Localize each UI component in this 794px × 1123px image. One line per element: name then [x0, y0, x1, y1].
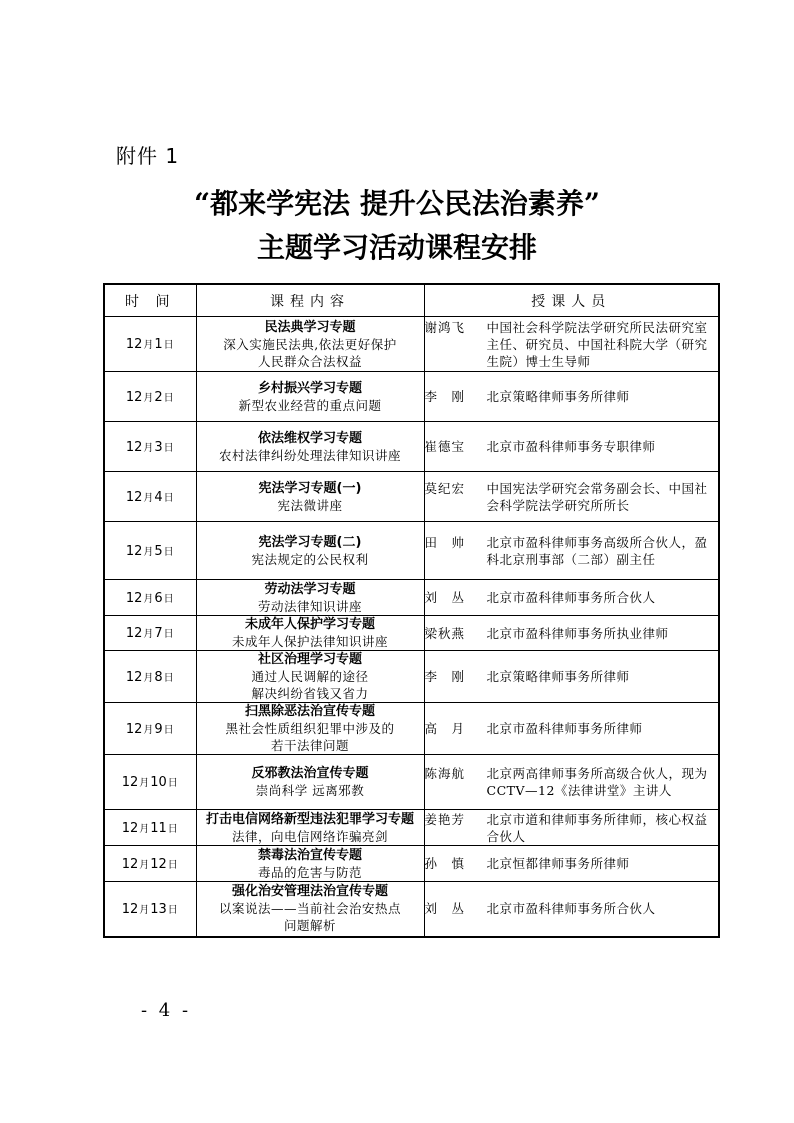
course-title: 强化治安管理法治宣传专题 — [231, 884, 388, 900]
date-day: 11 — [150, 820, 167, 836]
course-title: 依法维权学习专题 — [257, 430, 362, 446]
course-description: 通过人民调解的途径 — [251, 669, 369, 684]
date-month: 12 — [121, 856, 139, 872]
course-title: 社区治理学习专题 — [257, 652, 362, 667]
teacher-name: 姜艳芳 — [424, 811, 466, 827]
table-row — [104, 372, 719, 422]
course-description: 毒品的危害与防范 — [257, 864, 362, 880]
header-teacher: 授课人员 — [424, 284, 719, 317]
date-month-unit: 月 — [139, 823, 150, 835]
teacher-bio: 北京策略律师事务所律师 — [486, 669, 630, 684]
teacher-name: 李 刚 — [424, 389, 466, 404]
date-day-unit: 日 — [163, 724, 174, 736]
course-title: 宪法学习专题(一) — [258, 480, 362, 496]
row-date — [104, 703, 196, 755]
teacher-bio: 北京市道和律师事务所律师，核心权益合伙人 — [486, 811, 708, 844]
date-month: 12 — [125, 626, 143, 641]
date-day-unit: 日 — [163, 492, 174, 504]
date-day: 13 — [150, 901, 167, 917]
teacher-bio: 北京两高律师事务所高级合伙人，现为 CCTV—12《法律讲堂》主讲人 — [486, 766, 708, 798]
row-course — [196, 810, 424, 846]
date-month-unit: 月 — [143, 724, 154, 736]
date-day: 12 — [150, 856, 167, 872]
row-course — [196, 317, 424, 372]
row-teacher — [424, 703, 719, 755]
course-description: 宪法规定的公民权利 — [251, 551, 369, 567]
teacher-name: 孙 慎 — [424, 856, 466, 871]
table-header-row — [104, 284, 719, 317]
date-day: 5 — [154, 543, 163, 559]
teacher-name: 谢鸿飞 — [424, 319, 466, 335]
date-day-unit: 日 — [163, 672, 174, 684]
table-row — [104, 755, 719, 810]
date-day: 8 — [154, 669, 163, 685]
table-row — [104, 422, 719, 472]
course-description: 宪法微讲座 — [277, 497, 343, 513]
row-teacher — [424, 810, 719, 846]
teacher-bio: 北京市盈科律师事务高级所合伙人，盈科北京刑事部（二部）副主任 — [486, 534, 708, 567]
date-month-unit: 月 — [143, 546, 154, 558]
teacher-name: 崔德宝 — [424, 439, 466, 454]
row-date — [104, 846, 196, 882]
date-day: 3 — [154, 439, 163, 455]
course-title: 未成年人保护学习专题 — [244, 617, 375, 632]
row-teacher — [424, 580, 719, 616]
course-description: 以案说法——当前社会治安热点 — [218, 901, 401, 917]
course-description: 解决纠纷省钱又省力 — [251, 686, 369, 701]
date-month: 12 — [125, 389, 143, 405]
date-month: 12 — [121, 820, 139, 836]
course-description: 农村法律纠纷处理法律知识讲座 — [218, 447, 401, 463]
course-title: 宪法学习专题(二) — [258, 534, 362, 550]
teacher-bio: 北京市盈科律师事务所合伙人 — [486, 590, 656, 605]
date-day: 2 — [154, 389, 163, 405]
row-teacher — [424, 472, 719, 522]
course-description: 黑社会性质组织犯罪中涉及的 — [225, 721, 395, 736]
row-teacher — [424, 317, 719, 372]
course-description: 未成年人保护法律知识讲座 — [231, 634, 388, 649]
course-title: 打击电信网络新型违法犯罪学习专题 — [205, 811, 414, 827]
course-title: 乡村振兴学习专题 — [257, 380, 362, 396]
teacher-name: 田 帅 — [424, 534, 466, 550]
course-title: 禁毒法治宣传专题 — [257, 847, 362, 863]
table-row — [104, 846, 719, 882]
teacher-bio: 北京市盈科律师事务所合伙人 — [486, 901, 656, 917]
table-row — [104, 882, 719, 937]
row-course — [196, 846, 424, 882]
course-title: 反邪教法治宣传专题 — [251, 766, 369, 781]
teacher-name: 莫纪宏 — [424, 480, 466, 496]
row-course — [196, 882, 424, 937]
table-row — [104, 317, 719, 372]
row-course — [196, 422, 424, 472]
teacher-name: 刘 丛 — [424, 590, 466, 605]
date-month-unit: 月 — [139, 859, 150, 871]
teacher-bio: 北京市盈科律师事务所执业律师 — [486, 625, 669, 641]
row-course — [196, 755, 424, 810]
page-number: - 4 - — [141, 1000, 192, 1021]
course-description: 问题解析 — [283, 918, 336, 934]
attachment-label: 附件 1 — [116, 144, 180, 168]
date-day-unit: 日 — [163, 629, 174, 640]
course-description: 法律，向电信网络诈骗亮剑 — [231, 828, 388, 844]
date-month-unit: 月 — [143, 340, 154, 351]
row-date — [104, 317, 196, 372]
date-month-unit: 月 — [139, 778, 150, 789]
date-month-unit: 月 — [143, 629, 154, 640]
teacher-bio: 中国社会科学院法学研究所民法研究室主任、研究员、中国社科院大学（研究生院）博士生导师 — [486, 319, 708, 369]
date-month: 12 — [121, 901, 139, 917]
date-month-unit: 月 — [143, 593, 154, 605]
row-course — [196, 616, 424, 651]
teacher-bio: 北京市盈科律师事务所律师 — [486, 721, 643, 736]
date-day-unit: 日 — [167, 823, 178, 835]
row-date — [104, 372, 196, 422]
date-month: 12 — [121, 775, 139, 790]
date-day-unit: 日 — [163, 593, 174, 605]
teacher-bio: 北京恒都律师事务所律师 — [486, 856, 630, 871]
row-teacher — [424, 846, 719, 882]
teacher-name: 刘 丛 — [424, 901, 466, 917]
date-month-unit: 月 — [143, 672, 154, 684]
table-row — [104, 472, 719, 522]
header-time: 时 间 — [104, 284, 196, 317]
row-teacher — [424, 755, 719, 810]
row-teacher — [424, 882, 719, 937]
course-description: 劳动法律知识讲座 — [257, 598, 362, 614]
date-day: 4 — [154, 489, 163, 505]
table-row — [104, 580, 719, 616]
row-course — [196, 372, 424, 422]
teacher-bio: 北京策略律师事务所律师 — [486, 389, 630, 404]
schedule-table — [103, 283, 720, 938]
date-month: 12 — [125, 439, 143, 455]
date-month: 12 — [125, 489, 143, 505]
teacher-bio: 北京市盈科律师事务专职律师 — [486, 439, 656, 454]
course-description: 新型农业经营的重点问题 — [238, 397, 382, 413]
table-row — [104, 703, 719, 755]
teacher-name: 高 月 — [424, 721, 466, 736]
date-month-unit: 月 — [143, 442, 154, 454]
table-row — [104, 522, 719, 580]
teacher-name: 陈海航 — [424, 766, 466, 781]
date-month: 12 — [125, 590, 143, 606]
course-title: 扫黑除恶法治宣传专题 — [244, 704, 375, 719]
date-month: 12 — [125, 543, 143, 559]
date-day-unit: 日 — [163, 442, 174, 454]
row-course — [196, 580, 424, 616]
course-description: 崇尚科学 远离邪教 — [255, 783, 365, 798]
date-day: 6 — [154, 590, 163, 606]
row-teacher — [424, 616, 719, 651]
row-date — [104, 616, 196, 651]
row-date — [104, 472, 196, 522]
table-row — [104, 651, 719, 703]
course-title: 劳动法学习专题 — [264, 581, 356, 597]
date-day: 9 — [154, 721, 163, 737]
row-course — [196, 703, 424, 755]
date-month: 12 — [125, 337, 143, 352]
course-title: 民法典学习专题 — [264, 319, 356, 335]
row-date — [104, 580, 196, 616]
table-row — [104, 616, 719, 651]
document-title-line-2: 主题学习活动课程安排 — [256, 231, 537, 264]
teacher-bio: 中国宪法学研究会常务副会长、中国社会科学院法学研究所所长 — [486, 480, 708, 513]
row-teacher — [424, 651, 719, 703]
row-teacher — [424, 372, 719, 422]
date-day-unit: 日 — [163, 392, 174, 404]
date-day-unit: 日 — [163, 546, 174, 558]
teacher-name: 梁秋燕 — [424, 625, 466, 641]
row-teacher — [424, 422, 719, 472]
header-course: 课程内容 — [196, 284, 424, 317]
date-month-unit: 月 — [143, 392, 154, 404]
schedule-body — [104, 317, 719, 937]
date-day-unit: 日 — [167, 859, 178, 871]
row-date — [104, 755, 196, 810]
row-date — [104, 810, 196, 846]
row-date — [104, 522, 196, 580]
course-description: 人民群众合法权益 — [257, 353, 362, 369]
row-date — [104, 882, 196, 937]
date-day-unit: 日 — [163, 340, 174, 351]
row-course — [196, 522, 424, 580]
date-month-unit: 月 — [139, 904, 150, 916]
course-description: 若干法律问题 — [270, 738, 349, 753]
table-row — [104, 810, 719, 846]
document-title-line-1: “都来学宪法 提升公民法治素养” — [194, 187, 600, 220]
date-day: 10 — [150, 775, 167, 790]
date-day-unit: 日 — [167, 778, 178, 789]
course-description: 深入实施民法典,依法更好保护 — [223, 336, 397, 352]
row-course — [196, 472, 424, 522]
date-month: 12 — [125, 721, 143, 737]
row-course — [196, 651, 424, 703]
date-day: 7 — [154, 626, 163, 641]
date-month-unit: 月 — [143, 492, 154, 504]
date-day: 1 — [154, 337, 163, 352]
row-date — [104, 651, 196, 703]
date-month: 12 — [125, 669, 143, 685]
teacher-name: 李 刚 — [424, 669, 466, 684]
row-teacher — [424, 522, 719, 580]
row-date — [104, 422, 196, 472]
date-day-unit: 日 — [167, 904, 178, 916]
